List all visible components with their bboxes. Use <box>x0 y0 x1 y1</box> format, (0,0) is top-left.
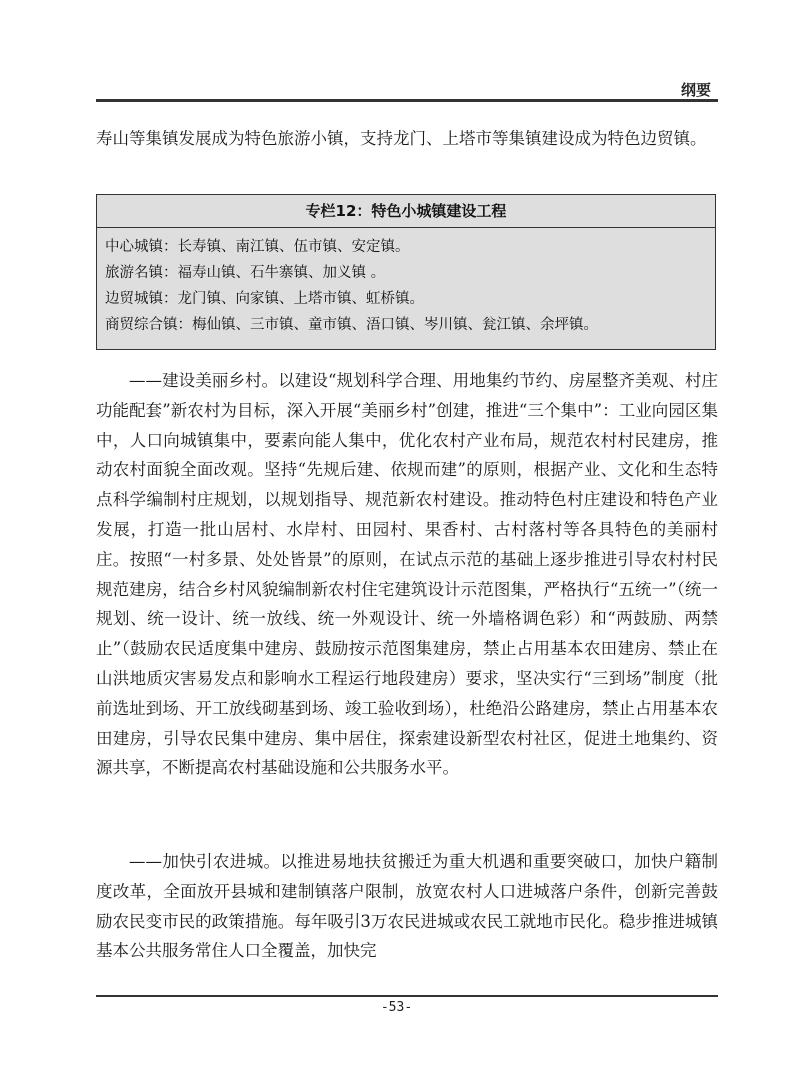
box-line-border-trade-towns: 边贸城镇：龙门镇、向家镇、上塔市镇、虹桥镇。 <box>105 291 424 307</box>
beautiful-village-paragraph: ——建设美丽乡村。以建设“规划科学合理、用地集约节约、房屋整齐美观、村庄功能配套”新农村为目标，深入开展“美丽乡村”创建，推进“三个集中”：工业向园区集中，人口向城镇集中，要素向能人集中，优化农村产业布局，规范农村村民建房，推动农村面貌全面改观。坚持“先规后建、依规而建”的原则，根据产业、文化和生态特点科学编制村庄规划，以规划指导、规范新农村建设。推动特色村庄建设和特色产业发展，打造一批山居村、水岸村、田园村、果香村、古村落村等各具特色的美丽村庄。按照“一村多景、处处皆景”的原则，在试点示范的基础上逐步推进引导农村村民规范建房，结合乡村风貌编制新农村住宅建筑设计示范图集，严格执行“五统一”（统一规划、统一设计、统一放线、统一外观设计、统一外墙格调色彩）和“两鼓励、两禁止”（鼓励农民适度集中建房、鼓励按示范图集建房，禁止占用基本农田建房、禁止在山洪地质灾害易发点和影响水工程运行地段建房）要求，坚决实行“三到场”制度（批前选址到场、开工放线砌基到场、竣工验收到场），杜绝沿公路建房，禁止占用基本农田建房，引导农民集中建房、集中居住，探索建设新型农村社区，促进土地集约、资源共享，不断提高农村基础设施和公共服务水平。 <box>96 371 718 778</box>
intro-paragraph: 寿山等集镇发展成为特色旅游小镇，支持龙门、上塔市等集镇建设成为特色边贸镇。 <box>96 129 707 148</box>
section-label: 纲要 <box>680 81 711 99</box>
header-divider <box>96 99 718 102</box>
box-line-tourism-towns: 旅游名镇：福寿山镇、石牛寨镇、加义镇 。 <box>105 265 386 281</box>
feature-box-title: 专栏12：特色小城镇建设工程 <box>97 195 715 228</box>
feature-box-body <box>97 228 715 338</box>
urbanization-paragraph: ——加快引农进城。以推进易地扶贫搬迁为重大机遇和重要突破口，加快户籍制度改革，全面放开县城和建制镇落户限制，放宽农村人口进城落户条件，创新完善鼓励农民变市民的政策措施。每年吸引3万农民进城或农民工就地市民化。稳步推进城镇基本公共服务常住人口全覆盖，加快完 <box>96 852 718 961</box>
footer-divider <box>96 995 718 997</box>
feature-box <box>96 194 716 350</box>
box-line-central-towns: 中心城镇：长寿镇、南江镇、伍市镇、安定镇。 <box>105 239 410 255</box>
page-number: -53- <box>380 1000 413 1015</box>
box-line-commerce-towns: 商贸综合镇：梅仙镇、三市镇、童市镇、浯口镇、岑川镇、瓮江镇、余坪镇。 <box>105 317 598 333</box>
